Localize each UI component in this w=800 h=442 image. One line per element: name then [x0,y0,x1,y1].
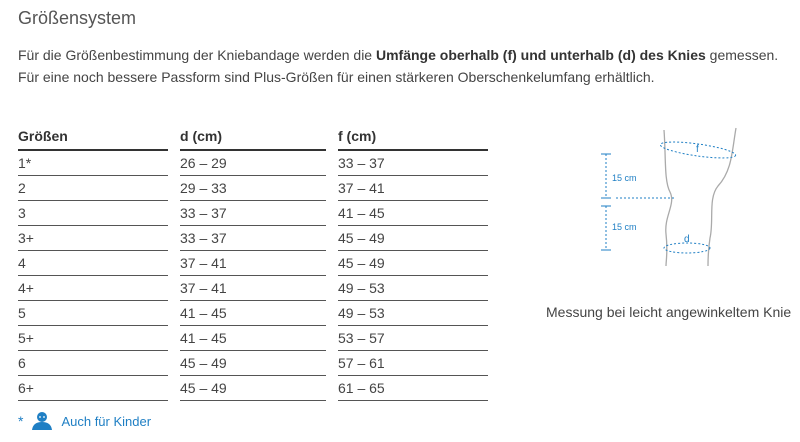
f-cell: 41 – 45 [338,201,488,226]
size-cell: 4+ [18,276,168,301]
column-gap [168,251,180,276]
column-gap [326,301,338,326]
d-cell: 26 – 29 [180,150,326,176]
dimension-lines [601,154,676,250]
column-gap [326,351,338,376]
d-cell: 29 – 33 [180,176,326,201]
figure-caption: Messung bei leicht angewinkeltem Knie [546,304,792,320]
d-cell: 33 – 37 [180,226,326,251]
column-gap [326,226,338,251]
d-cell: 37 – 41 [180,276,326,301]
footnote-star: * [18,413,24,429]
table-row [18,201,488,226]
table-row [18,226,488,251]
size-cell: 2 [18,176,168,201]
column-gap [168,301,180,326]
table-row [18,301,488,326]
f-label: f [696,144,699,155]
f-cell: 45 – 49 [338,226,488,251]
f-cell: 37 – 41 [338,176,488,201]
column-gap [326,201,338,226]
size-cell: 5 [18,301,168,326]
table-row [18,150,488,176]
size-cell: 6 [18,351,168,376]
f-cell: 57 – 61 [338,351,488,376]
column-gap [326,276,338,301]
f-cell: 45 – 49 [338,251,488,276]
page-title: Größensystem [18,8,137,28]
header-f: f (cm) [338,126,488,150]
table-row [18,251,488,276]
footnote[interactable] [18,410,151,432]
column-gap [168,276,180,301]
column-gap [168,201,180,226]
knee-measurement-diagram [586,126,756,276]
size-table [18,126,488,401]
column-gap [168,376,180,401]
d-cell: 45 – 49 [180,351,326,376]
size-table-header-row [18,126,488,150]
size-table-body [18,150,488,401]
f-cell: 53 – 57 [338,326,488,351]
upper-distance-label: 15 cm [612,173,637,183]
header-groessen: Größen [18,126,168,150]
column-gap [168,351,180,376]
column-gap [168,326,180,351]
column-gap [326,326,338,351]
f-cell: 49 – 53 [338,276,488,301]
table-row [18,176,488,201]
child-icon [29,411,55,431]
d-cell: 33 – 37 [180,201,326,226]
leg-outline [664,128,736,266]
size-cell: 3+ [18,226,168,251]
table-row [18,276,488,301]
table-row [18,351,488,376]
d-cell: 41 – 45 [180,301,326,326]
header-d: d (cm) [180,126,326,150]
intro-part2: gemessen. Für eine noch bessere Passform sind Plus-Größen für einen stärkeren Oberschenkelumfang erhältlich. [18,47,779,85]
d-label: d [684,234,690,245]
column-gap [326,176,338,201]
column-gap [168,126,180,150]
size-cell: 5+ [18,326,168,351]
lower-distance-label: 15 cm [612,222,637,232]
table-row [18,326,488,351]
size-cell: 6+ [18,376,168,401]
f-cell: 33 – 37 [338,150,488,176]
d-cell: 37 – 41 [180,251,326,276]
f-cell: 49 – 53 [338,301,488,326]
column-gap [326,150,338,176]
intro-bold: Umfänge oberhalb (f) und unterhalb (d) des Knies [375,47,706,63]
column-gap [168,150,180,176]
d-cell: 45 – 49 [180,376,326,401]
f-cell: 61 – 65 [338,376,488,401]
column-gap [326,251,338,276]
table-row [18,376,488,401]
column-gap [168,226,180,251]
footnote-text: Auch für Kinder [61,413,152,429]
size-cell: 4 [18,251,168,276]
size-cell: 1* [18,150,168,176]
column-gap [168,176,180,201]
d-cell: 41 – 45 [180,326,326,351]
size-cell: 3 [18,201,168,226]
intro-part1: Für die Größenbestimmung der Kniebandage werden die [18,47,376,63]
column-gap [326,376,338,401]
intro-text [18,44,788,88]
column-gap [326,126,338,150]
